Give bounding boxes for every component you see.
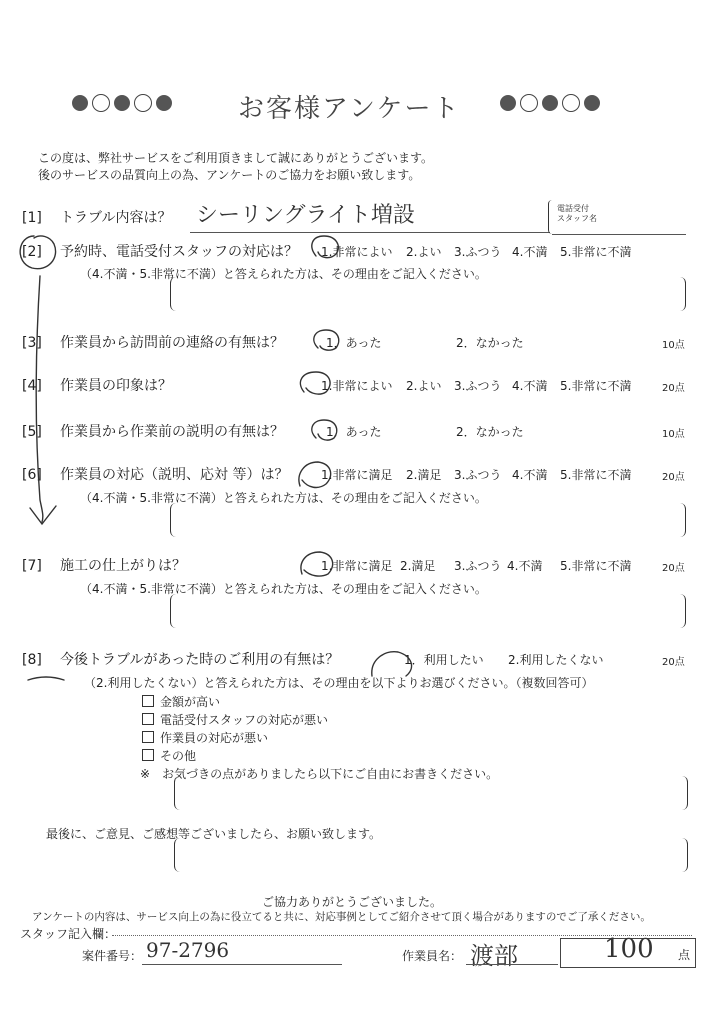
q8-points: 20点	[662, 657, 685, 668]
q5-opt-2[interactable]: 2．なかった	[456, 425, 524, 439]
q7-text: 施工の仕上がりは？	[60, 558, 186, 574]
q6-opt-3[interactable]: 3.ふつう	[454, 468, 502, 482]
score-value[interactable]: 100	[604, 934, 654, 964]
q6-points: 20点	[662, 472, 685, 483]
q7-answer-circle	[301, 552, 333, 576]
q7-points: 20点	[662, 563, 685, 574]
q8-number: [8]	[22, 652, 42, 668]
q7-opt-4[interactable]: 4.不満	[507, 559, 543, 573]
q6-number: [6]	[22, 467, 42, 483]
q2-opt-1[interactable]: 1.非常によい	[321, 245, 393, 259]
closing-notice: アンケートの内容は、サービス向上の為に役立てると共に、対応事例としてご紹介させて頂く場合がありますのでご了承ください。	[32, 911, 651, 923]
q7-opt-1[interactable]: 1.非常に満足	[321, 559, 393, 573]
q7-opt-2[interactable]: 2.満足	[400, 559, 436, 573]
closing-prompt: 最後に、ご意見、ご感想等ございましたら、お願い致します。	[46, 827, 382, 841]
q8-opt-1[interactable]: 1．利用したい	[404, 653, 484, 667]
q4-opt-3[interactable]: 3.ふつう	[454, 379, 502, 393]
q7-opt-5[interactable]: 5.非常に不満	[560, 559, 632, 573]
q3-points: 10点	[662, 340, 685, 351]
closing-thanks: ご協力ありがとうございました。	[262, 895, 443, 909]
q7-reason-prompt: （4.不満・5.非常に不満）と答えられた方は、その理由をご記入ください。	[80, 582, 487, 596]
q4-answer-circle	[300, 372, 330, 394]
q6-opt-5[interactable]: 5.非常に不満	[560, 468, 632, 482]
q7-number: [7]	[22, 558, 42, 574]
q5-answer-circle	[312, 420, 337, 440]
staff-entry-label: スタッフ記入欄：	[20, 927, 117, 941]
q8-note-text: お気づきの点がありましたら以下にご自由にお書きください。	[162, 767, 499, 781]
q2-opt-3[interactable]: 3.ふつう	[454, 245, 502, 259]
score-unit: 点	[678, 948, 691, 962]
worker-name-label: 作業員名：	[402, 949, 463, 963]
case-number-label: 案件番号：	[82, 949, 143, 963]
q1-answer[interactable]: シーリングライト増設	[196, 203, 415, 228]
q8-underline-stroke	[28, 677, 64, 680]
q3-opt-2[interactable]: 2．なかった	[456, 336, 524, 350]
q6-opt-1[interactable]: 1.非常に満足	[321, 468, 393, 482]
q1-number: [1]	[22, 210, 42, 226]
q2-number-circle	[20, 236, 55, 269]
q4-text: 作業員の印象は？	[60, 378, 172, 394]
q8-check-label-1: 金額が高い	[160, 695, 221, 709]
staff-box-label-2: スタッフ名	[557, 214, 597, 223]
connector-arrow-line	[36, 276, 43, 522]
q4-points: 20点	[662, 383, 685, 394]
q2-reason-prompt: （4.不満・5.非常に不満）と答えられた方は、その理由をご記入ください。	[80, 267, 487, 281]
q4-opt-4[interactable]: 4.不満	[512, 379, 548, 393]
q6-opt-4[interactable]: 4.不満	[512, 468, 548, 482]
q5-opt-1[interactable]: 1．あった	[326, 425, 382, 439]
q2-opt-2[interactable]: 2.よい	[406, 245, 442, 259]
q8-check-label-2: 電話受付スタッフの対応が悪い	[160, 713, 329, 727]
q4-opt-2[interactable]: 2.よい	[406, 379, 442, 393]
q3-opt-1[interactable]: 1．あった	[326, 336, 382, 350]
q4-number: [4]	[22, 378, 42, 394]
worker-name-value[interactable]: 渡部	[470, 942, 518, 970]
q8-check-label-3: 作業員の対応が悪い	[160, 731, 269, 745]
q4-opt-5[interactable]: 5.非常に不満	[560, 379, 632, 393]
staff-box-label-1: 電話受付	[557, 204, 589, 213]
q4-opt-1[interactable]: 1.非常によい	[321, 379, 393, 393]
case-number-value[interactable]: 97-2796	[146, 938, 230, 962]
q7-opt-3[interactable]: 3.ふつう	[454, 559, 502, 573]
intro-line-2: 後のサービスの品質向上の為、アンケートのご協力をお願い致します。	[38, 168, 421, 182]
q2-answer-circle	[312, 236, 339, 258]
q2-text: 予約時、電話受付スタッフの対応は？	[60, 244, 298, 260]
q8-text: 今後トラブルがあった時のご利用の有無は？	[60, 652, 340, 668]
q2-opt-5[interactable]: 5.非常に不満	[560, 245, 632, 259]
q5-text: 作業員から作業前の説明の有無は？	[60, 424, 284, 440]
q6-opt-2[interactable]: 2.満足	[406, 468, 442, 482]
q2-number: [2]	[22, 244, 42, 260]
q8-check-label-4: その他	[160, 749, 197, 763]
q6-reason-prompt: （4.不満・5.非常に不満）と答えられた方は、その理由をご記入ください。	[80, 491, 487, 505]
intro-line-1: この度は、弊社サービスをご利用頂きまして誠にありがとうございます。	[38, 151, 434, 165]
q3-number: [3]	[22, 335, 42, 351]
q8-reason-prompt: （2.利用したくない）と答えられた方は、その理由を以下よりお選びください。（複数回答可）	[84, 676, 594, 690]
q1-text: トラブル内容は？	[60, 210, 172, 226]
q6-answer-circle	[299, 462, 331, 487]
q2-opt-4[interactable]: 4.不満	[512, 245, 548, 259]
q6-text: 作業員の対応（説明、応対 等）は？	[60, 467, 289, 483]
q3-answer-circle	[314, 330, 339, 350]
q8-answer-circle	[372, 652, 412, 676]
note-mark: ※	[140, 767, 151, 781]
q5-points: 10点	[662, 429, 685, 440]
q5-number: [5]	[22, 424, 42, 440]
q8-opt-2[interactable]: 2.利用したくない	[508, 653, 604, 667]
q3-text: 作業員から訪問前の連絡の有無は？	[60, 335, 284, 351]
page-title: お客様アンケート	[238, 94, 461, 124]
